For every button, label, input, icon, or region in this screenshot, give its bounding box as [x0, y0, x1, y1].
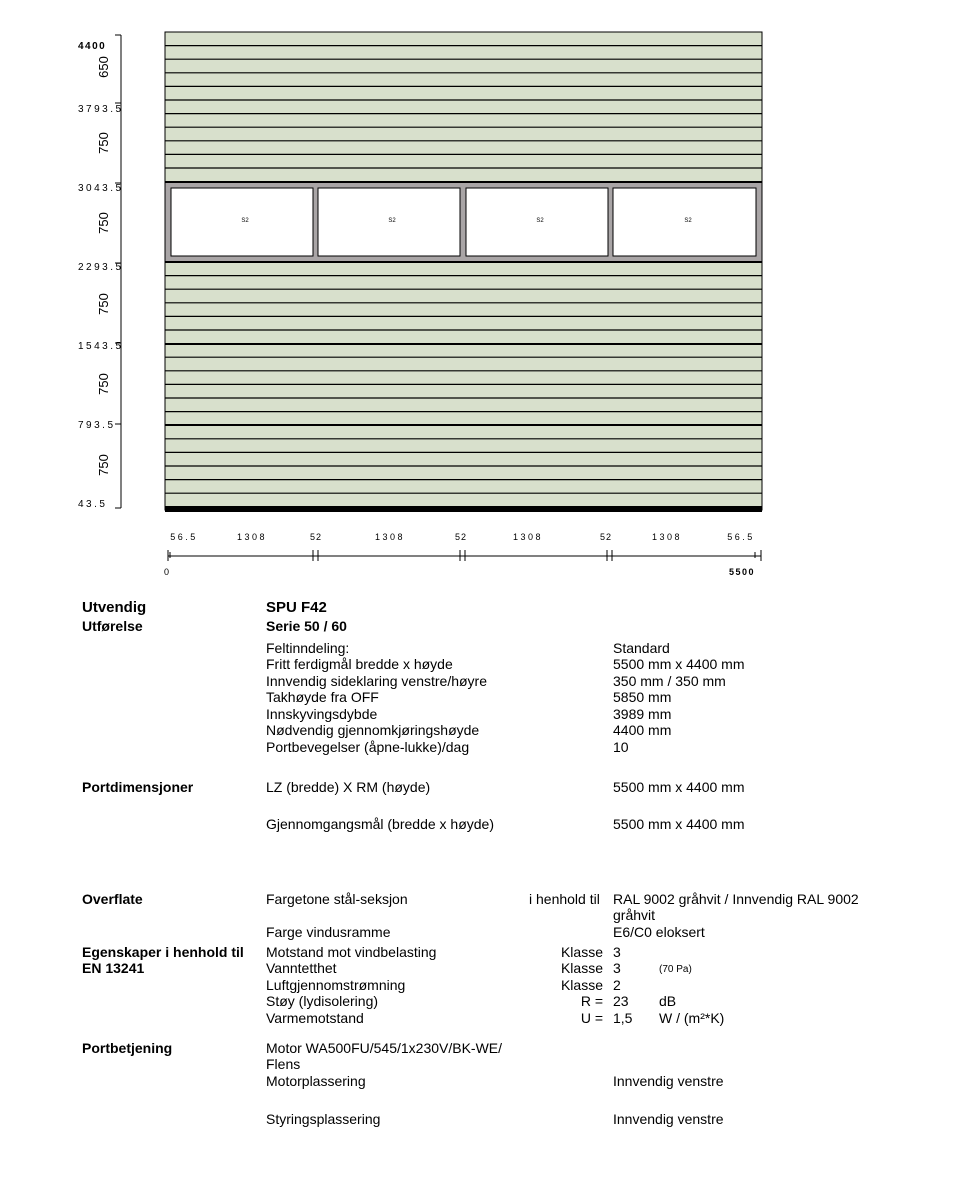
surface-steel-label: Fargetone stål-seksjon [266, 891, 408, 907]
section-heading-properties: Egenskaper i henhold til EN 13241 [82, 944, 244, 976]
dimension-row-label: Gjennomgangsmål (bredde x høyde) [266, 816, 495, 832]
design-row-label: Innskyvingsdybde [266, 706, 378, 722]
dimension-row-value: 5500 mm x 4400 mm [613, 816, 745, 832]
height-mark-label: 3793.5 [78, 104, 124, 115]
design-row-value: 5500 mm x 4400 mm [613, 656, 745, 672]
window-panel-label: S2 [684, 218, 692, 224]
dimension-row-label: LZ (bredde) X RM (høyde) [266, 779, 431, 795]
property-row-unit: (70 Pa) [659, 964, 692, 975]
design-row-value: 3989 mm [613, 706, 672, 722]
segment-height-label: 750 [96, 454, 111, 476]
property-row-value: 1,5 [613, 1010, 633, 1026]
segment-height-label: 750 [96, 212, 111, 234]
section-heading-operation: Portbetjening [82, 1040, 173, 1056]
operation-control-place-label: Styringsplassering [266, 1111, 381, 1127]
segment-height-label: 750 [96, 132, 111, 154]
segment-height-label: 650 [96, 56, 111, 78]
property-row-value: 3 [613, 944, 621, 960]
surface-frame-value: E6/C0 eloksert [613, 924, 705, 940]
section-heading-design: Utførelse [82, 618, 143, 634]
height-mark-label: 4400 [78, 41, 107, 52]
floor-strip [165, 506, 762, 512]
property-row-value: 2 [613, 977, 621, 993]
property-row-key: U = [580, 1010, 603, 1026]
property-row-label: Luftgjennomstrømning [266, 977, 406, 993]
property-row-key: R = [580, 993, 603, 1009]
height-mark-label: 2293.5 [78, 262, 124, 273]
design-row-value: 4400 mm [613, 722, 672, 738]
width-segment-label: 52 [309, 532, 323, 542]
design-row-value: Standard [613, 640, 670, 656]
height-mark-label: 3043.5 [78, 183, 124, 194]
design-row-label: Takhøyde fra OFF [266, 689, 379, 705]
design-row-label: Feltinndeling: [266, 640, 350, 656]
surface-frame-label: Farge vindusramme [266, 924, 391, 940]
property-row-label: Varmemotstand [266, 1010, 364, 1026]
door-elevation-drawing [0, 0, 960, 590]
width-segment-label: 1308 [374, 532, 406, 542]
design-row-value: 5850 mm [613, 689, 672, 705]
design-row-label: Innvendig sideklaring venstre/høyre [266, 673, 488, 689]
width-segment-label: 1308 [512, 532, 544, 542]
window-panel-label: S2 [536, 218, 544, 224]
design-row-value: 10 [613, 739, 629, 755]
width-segment-label: 52 [454, 532, 468, 542]
dimension-row-value: 5500 mm x 4400 mm [613, 779, 745, 795]
property-row-label: Motstand mot vindbelasting [266, 944, 437, 960]
operation-control-place-value: Innvendig venstre [613, 1111, 724, 1127]
property-row-key: Klasse [560, 960, 603, 976]
section-heading-exterior: Utvendig [82, 599, 147, 616]
design-row-label: Fritt ferdigmål bredde x høyde [266, 656, 453, 672]
property-row-unit: dB [659, 993, 677, 1009]
total-width-label: 5500 [728, 567, 755, 577]
design-row-label: Portbevegelser (åpne-lukke)/dag [266, 739, 470, 755]
section-heading-surface: Overflate [82, 891, 143, 907]
surface-according-to: i henhold til [529, 891, 600, 907]
height-mark-label: 43.5 [78, 499, 108, 510]
property-row-value: 3 [613, 960, 621, 976]
width-origin-label: 0 [164, 567, 170, 577]
property-row-value: 23 [613, 993, 629, 1009]
width-segment-label: 1308 [651, 532, 683, 542]
window-panel-label: S2 [241, 218, 249, 224]
property-row-label: Støy (lydisolering) [266, 993, 379, 1009]
property-row-key: Klasse [560, 977, 603, 993]
section-heading-dimensions: Portdimensjoner [82, 779, 194, 795]
property-row-unit: W / (m²*K) [659, 1010, 725, 1026]
height-mark-label: 793.5 [78, 420, 116, 431]
window-panel-label: S2 [388, 218, 396, 224]
height-mark-label: 1543.5 [78, 341, 124, 352]
width-segment-label: 1308 [236, 532, 268, 542]
property-row-label: Vanntetthet [266, 960, 337, 976]
design-row-label: Nødvendig gjennomkjøringshøyde [266, 722, 480, 738]
operation-motor: Motor WA500FU/545/1x230V/BK-WE/ Flens [266, 1040, 503, 1072]
segment-height-label: 750 [96, 373, 111, 395]
operation-motor-place-label: Motorplassering [266, 1073, 366, 1089]
property-row-key: Klasse [560, 944, 603, 960]
surface-steel-value: RAL 9002 gråhvit / Innvendig RAL 9002 gråhvit [613, 891, 859, 923]
width-segment-label: 52 [599, 532, 613, 542]
width-segment-label: 56.5 [727, 532, 755, 542]
segment-height-label: 750 [96, 293, 111, 315]
width-segment-label: 56.5 [170, 532, 198, 542]
window-section [165, 182, 762, 262]
product-name: SPU F42 [266, 599, 327, 616]
design-row-value: 350 mm / 350 mm [613, 673, 726, 689]
product-series: Serie 50 / 60 [266, 618, 347, 634]
operation-motor-place-value: Innvendig venstre [613, 1073, 724, 1089]
